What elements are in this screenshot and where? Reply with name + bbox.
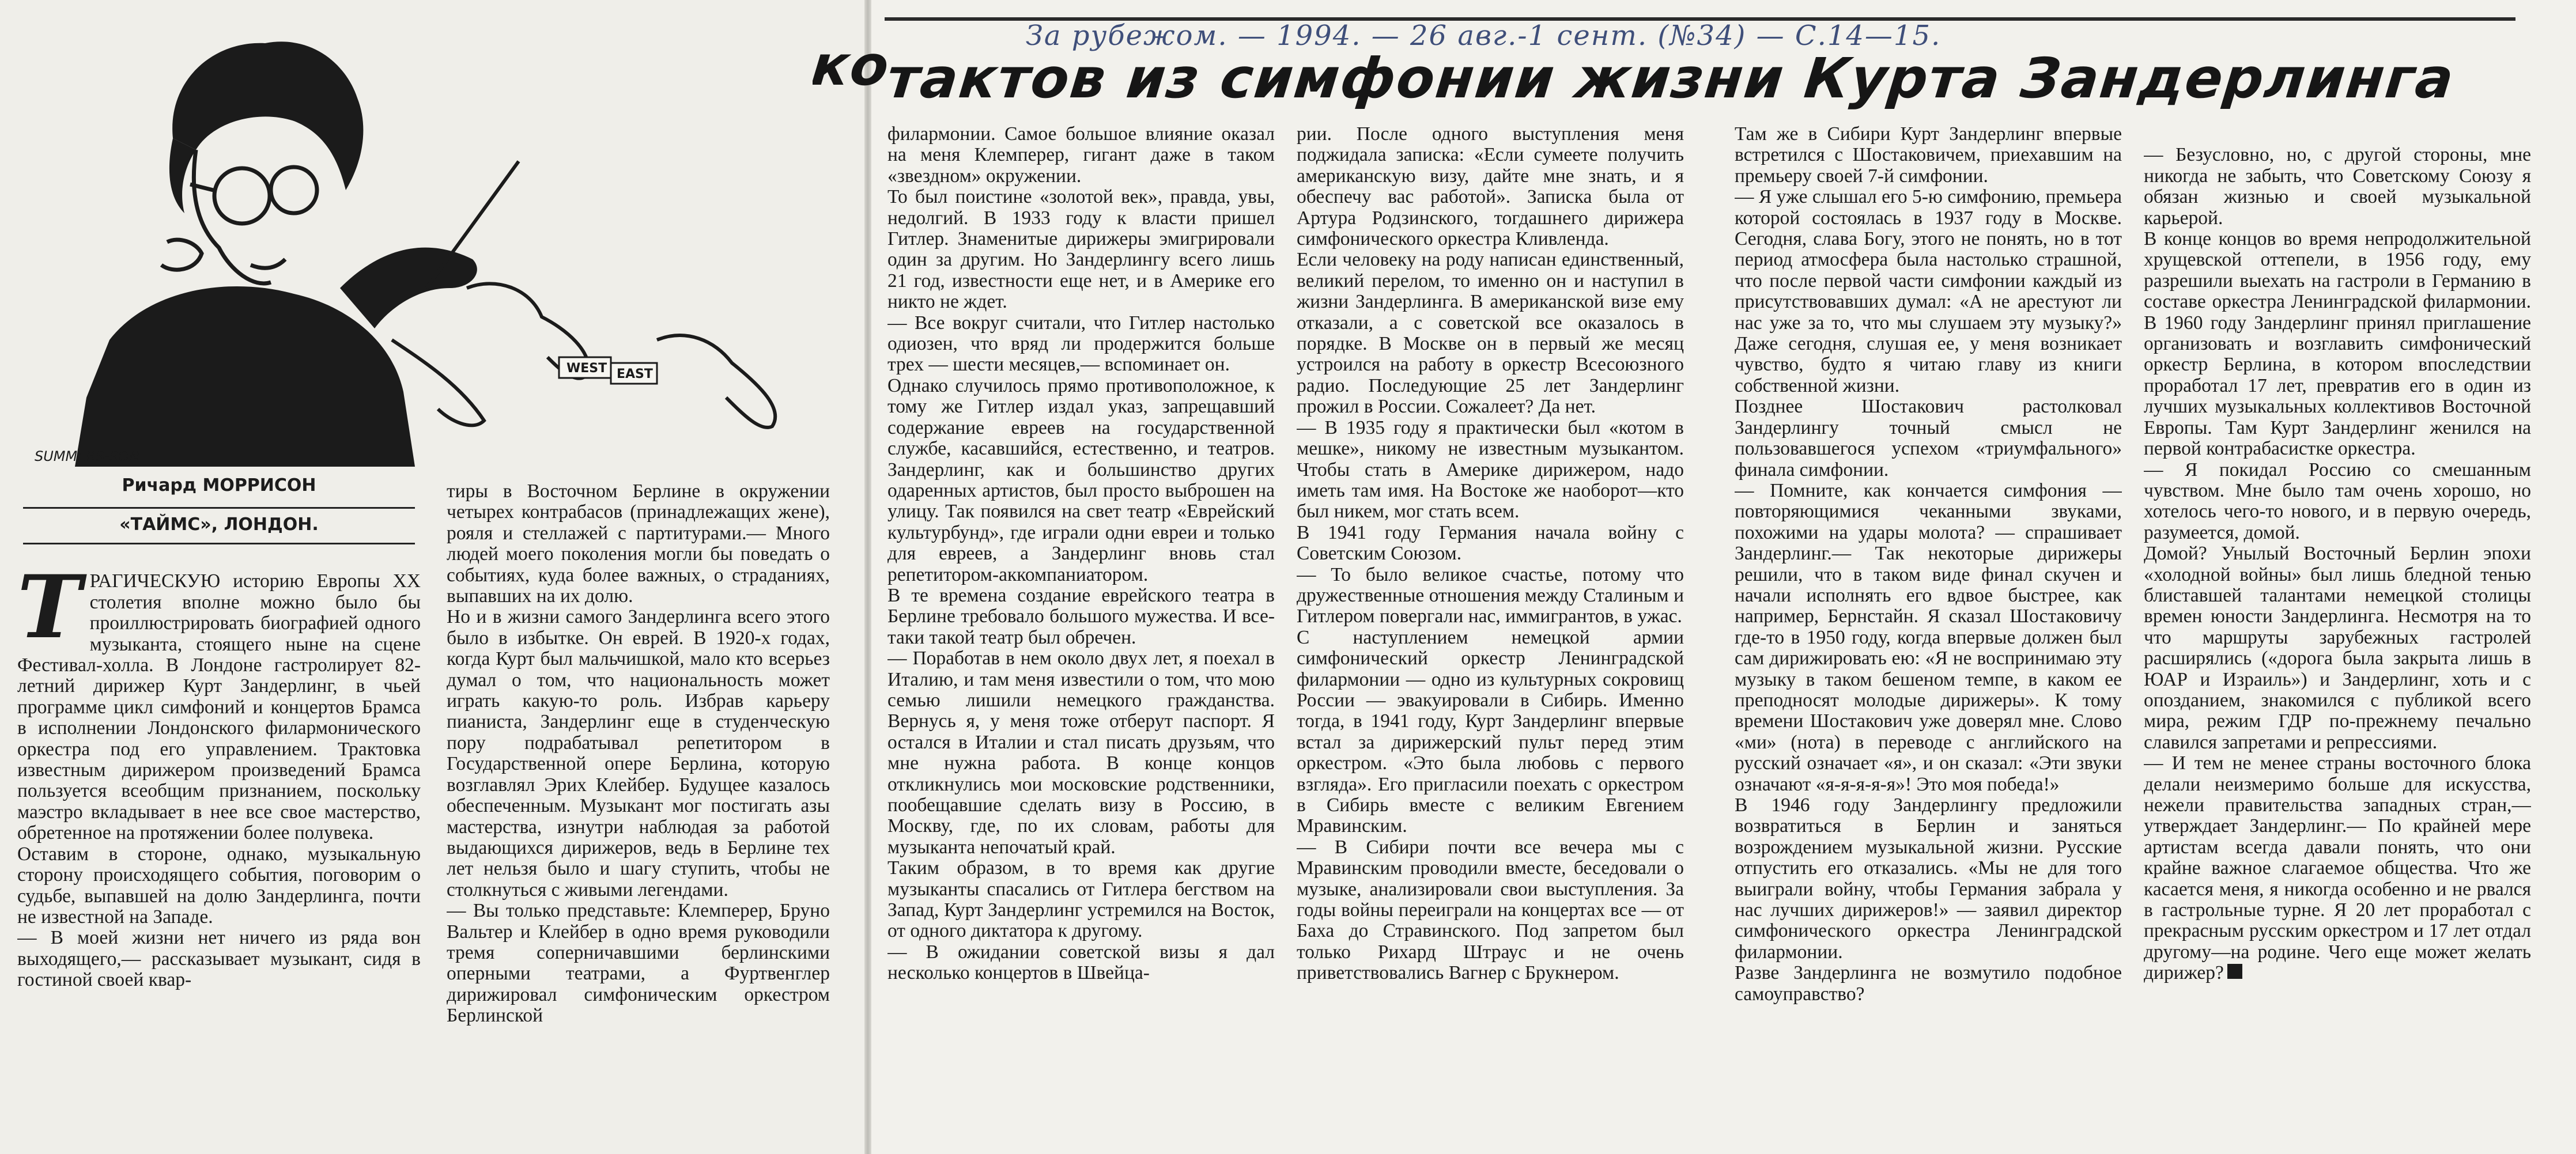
- dropcap: Т: [17, 557, 82, 659]
- end-of-article-mark: [2227, 964, 2242, 979]
- article-column-2: тиры в Восточном Берлине в окружении четырех контрабасов (принадлежащих жене), рояля и стеллажей с партитурами.— Много людей моего поколения могли бы поведать о событиях, куда более важных, о страданиях, выпавших на их долю. Но и в жизни самого Зандерлинга всего этого было в избытке. Он еврей. В 1920-х годах, когда Курт был мальчишкой, мало кто всерьез думал о том, что национальность может играть какую-то роль. Избрав карьеру пианиста, Зандерлинг еще в студенческую пору подрабатывал репетитором в Государственной опере Берлина, которую возглавлял Эрих Клейбер. Будущее казалось обеспеченным. Музыкант мог постигать азы мастерства, изнутри наблюдая за работой выдающихся дирижеров, ведь в Берлине тех лет нельзя было и шагу ступить, чтобы не столкнуться с живыми легендами. — Вы только представьте: Клемперер, Бруно Вальтер и Клейбер в одно время руководили тремя соперничавшими берлинскими оперными театрами, а Фуртвенглер дирижировал симфоническим оркестром Берлинской: [447, 481, 830, 1027]
- sign-west: WEST: [566, 361, 607, 376]
- column-1-text: РАГИЧЕСКУЮ историю Европы XX столетия вполне можно было бы проиллюстрировать биографией одного музыканта, стоящего ныне на сцене Фестивал-холла. В Лондоне гастролирует 82-летний дирижер Курт Зандерлинг, в чьей программе цикл симфоний и концертов Брамса в исполнении Лондонского филармонического оркестра под его управлением. Трактовка известным дирижером произведений Брамса пользуется всеобщим признанием, поскольку маэстро вкладывает в нее все свое мастерство, обретенное на протяжении более полувека. Оставим в стороне, однако, музыкальную сторону происходящего события, поговорим о судьбе, выпавшей на долю Зандерлинга, почти не известной на Западе. — В моей жизни нет ничего из ряда вон выходящего,— рассказывает музыкант, сидя в гостиной своей квар-: [17, 570, 421, 991]
- article-column-1: [17, 550, 421, 1080]
- handwritten-citation: За рубежом. — 1994. — 26 авг.-1 сент. (№34) — С.14—15.: [1026, 20, 1942, 52]
- source-rule: [23, 543, 415, 544]
- article-column-4: рии. После одного выступления меня поджидала записка: «Если сумеете получить американскую визу, дайте мне знать, и я обеспечу вас работой». Записка была от Артура Родзинского, тогдашнего дирижера симфонического оркестра Кливленда. Если человеку на роду написан единственный, великий перелом, то именно он и наступил в жизни Зандерлинга. В американской визе ему отказали, а с советской все оказалось в порядке. В Москве он в первый же месяц устроился на работу в оркестр Всесоюзного радио. Последующие 25 лет Зандерлинг прожил в России. Сожалеет? Да нет. — В 1935 году я практически был «котом в мешке», никому не известным музыкантом. Чтобы стать в Америке дирижером, надо иметь там имя. На Востоке же наоборот—кто был никем, мог стать всем. В 1941 году Германия начала войну с Советским Союзом. — То было великое счастье, потому что дружественные отношения между Сталиным и Гитлером повергали нас, иммигрантов, в ужас. С наступлением немецкой армии симфонический оркестр Ленинградской филармонии — одно из культурных сокровищ России — эвакуировали в Сибирь. Именно тогда, в 1941 году, Курт Зандерлинг впервые встал за дирижерский пульт перед этим оркестром. «Это была любовь с первого взгляда». Его пригласили поехать с оркестром в Сибирь вместе с великим Евгением Мравинским. — В Сибири почти все вечера мы с Мравинским проводили вместе, беседовали о музыке, анализировали свои выступления. За годы войны переиграли на концертах все — от Баха до Стравинского. Под запретом был только Рихард Штраус и не очень приветствовались Вагнер с Брукнером.: [1297, 124, 1684, 984]
- column-6-text: — Безусловно, но, с другой стороны, мне никогда не забыть, что Советскому Союзу я обязан жизнью и своей музыкальной карьерой. В конце концов во время непродолжительной хрущевской оттепели, в 1956 году, ему разрешили выехать на гастроли в Германию в составе оркестра Ленинградской филармонии. В 1960 году Зандерлинг принял приглашение организовать и возглавить симфонический оркестр Берлина, в котором впоследствии проработал 17 лет, превратив его в один из лучших музыкальных коллективов Восточной Европы. Там Курт Зандерлинг женился на первой контрабасистке оркестра. — Я покидал Россию со смешанным чувством. Мне было там очень хорошо, но хотелось чего-то нового, и в первую очередь, разумеется, домой. Домой? Унылый Восточный Берлин эпохи «холодной войны» был лишь бледной тенью блиставшей талантами немецкой столицы времен юности Зандерлинга. Несмотря на то что маршруты зарубежных гастролей расширялись («дорога была закрыта лишь в ЮАР и Израиль») и Зандерлинг, хоть и с опозданием, знакомился с публикой всего мира, режим ГДР по-прежнему печально славился запретами и репрессиями. — И тем не менее страны восточного блока делали неизмеримо больше для искусства, нежели правительства западных стран,— утверждает Зандерлинг.— По крайней мере артистам всегда давали понять, что они крайне важное слагаемое общества. Что же касается меня, я никогда особенно и не рвался в гастрольные турне. Я 20 лет проработал с прекрасным русским оркестром и 17 лет отдал другому—на родине. Чего еще может желать дирижер?: [2144, 144, 2531, 984]
- article-column-6: [2144, 124, 2531, 1098]
- author-byline: Ричард МОРРИСОН: [122, 475, 316, 495]
- artist-signature: SUMMERS-SON: [35, 448, 140, 464]
- byline-rule: [23, 507, 415, 509]
- sign-east: EAST: [617, 367, 653, 381]
- paper-seam: [864, 0, 871, 1154]
- headline-part2: тактов из симфонии жизни Курта Зандерлинга: [884, 46, 2458, 111]
- conductor-caricature: [23, 17, 813, 467]
- source-line: «ТАЙМС», ЛОНДОН.: [119, 514, 319, 535]
- article-column-3: филармонии. Самое большое влияние оказал на меня Клемперер, гигант даже в таком «звездном» окружении. То был поистине «золотой век», правда, увы, недолгий. В 1933 году к власти пришел Гитлер. Знаменитые дирижеры эмигрировали один за другим. Но Зандерлингу всего лишь 21 год, известности еще нет, и в Америке его никто не ждет. — Все вокруг считали, что Гитлер настолько одиозен, что вряд ли продержится больше трех — шести месяцев,— вспоминает он. Однако случилось прямо противоположное, к тому же Гитлер издал указ, запрещавший содержание евреев на государственной службе, касавшийся, естественно, и театров. Зандерлинг, как и большинство других одаренных артистов, был просто выброшен на улицу. Так появился на свет театр «Еврейский культурбунд», где играли одни евреи и только для евреев, а Зандерлинг вновь стал репетитором-аккомпаниатором. В те времена создание еврейского театра в Берлине требовало большого мужества. И все-таки такой театр был обречен. — Поработав в нем около двух лет, я поехал в Италию, и там меня известили о том, что мою семью лишили немецкого гражданства. Вернусь я, у меня тоже отберут паспорт. Я остался в Италии и стал писать друзьям, что мне нужна работа. В конце концов откликнулись мои московские родственники, пообещавшие сделать визу в Россию, в Москву, где, по их словам, работы для музыканта непочатый край. Таким образом, в то время как другие музыканты спасались от Гитлера бегством на Запад, Курт Зандерлинг устремился на Восток, от одного диктатора к другому. — В ожидании советской визы я дал несколько концертов в Швейца-: [887, 124, 1275, 984]
- article-column-5: Там же в Сибири Курт Зандерлинг впервые встретился с Шостаковичем, приехавшим на премьеру своей 7-й симфонии. — Я уже слышал его 5-ю симфонию, премьера которой состоялась в 1937 году в Москве. Сегодня, слава Богу, этого не понять, но в тот период атмосфера была настолько страшной, что после первой части симфонии каждый из присутствовавших думал: «А не арестуют ли нас уже за то, что мы слушаем эту музыку?» Даже сегодня, слушая ее, у меня возникает чувство, будто я читаю главу из книги собственной жизни. Позднее Шостакович растолковал Зандерлингу точный смысл не пользовавшегося успехом «триумфального» финала симфонии. — Помните, как кончается симфония — повторяющимися чеканными звуками, похожими на удары молота? — спрашивает Зандерлинг.— Так некоторые дирижеры решили, что в таком виде финал скучен и начали исполнять его вдвое быстрее, как например, Бернстайн. Я сказал Шостаковичу где-то в 1950 году, когда впервые должен был сам дирижировать ею: «Я не воспринимаю эту музыку в таком бешеном темпе, в каком ее преподносят молодые дирижеры». К тому времени Шостакович уже доверял мне. Слово «ми» (нота) в переводе с английского на русский означает «я», и он сказал: «Эти звуки означают «я-я-я-я-я»! Это моя победа!» В 1946 году Зандерлингу предложили возвратиться в Берлин и заняться возрождением музыкальной жизни. Русские отпустить его отказались. «Мы не для того выиграли войну, чтобы Германия забрала у нас лучших дирижеров!» — заявил директор симфонического оркестра Ленинградской филармонии. Разве Зандерлинга не возмутило подобное самоуправство?: [1735, 124, 2122, 1005]
